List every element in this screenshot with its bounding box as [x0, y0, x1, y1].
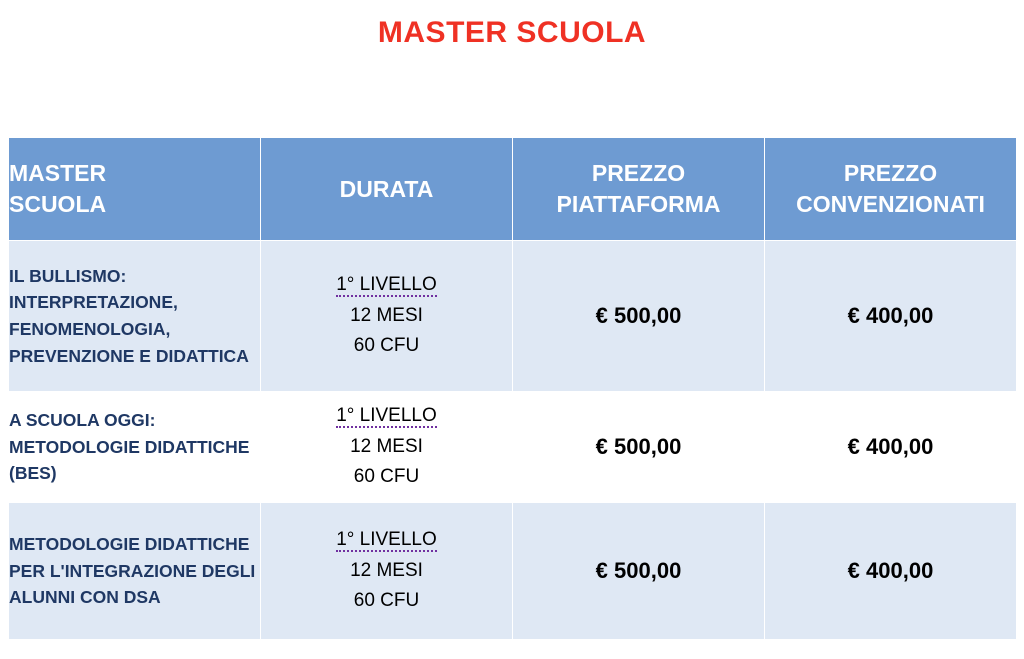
column-header-master-scuola-line2: SCUOLA: [9, 191, 107, 217]
course-title: METODOLOGIE DIDATTICHE PER L'INTEGRAZIONE DEGLI ALUNNI CON DSA: [9, 503, 261, 640]
course-duration: [261, 392, 513, 503]
price-convenzionati: € 400,00: [765, 392, 1017, 503]
table-header: [9, 138, 1017, 241]
table-row: [9, 503, 1017, 640]
course-duration-cfu: 60 CFU: [353, 466, 420, 488]
price-convenzionati: € 400,00: [765, 241, 1017, 392]
column-header-durata: [261, 138, 513, 241]
master-table-container: [8, 137, 1016, 640]
page-title: MASTER SCUOLA: [377, 16, 647, 49]
column-header-prezzo-convenzionati: [765, 138, 1017, 241]
price-platform: € 500,00: [513, 392, 765, 503]
price-convenzionati: € 400,00: [765, 503, 1017, 640]
course-duration: [261, 503, 513, 640]
column-header-master-scuola-line1: MASTER: [9, 160, 107, 187]
column-header-prezzo-convenzionati-line2: CONVENZIONATI: [796, 191, 985, 217]
table-body: [9, 241, 1017, 640]
course-duration-level: 1° LIVELLO: [336, 273, 437, 295]
course-duration-cfu: 60 CFU: [353, 335, 420, 357]
course-duration-level: 1° LIVELLO: [336, 528, 437, 550]
table-row: [9, 392, 1017, 503]
course-duration: [261, 241, 513, 392]
table-header-row: [9, 138, 1017, 241]
course-duration-months: 12 MESI: [350, 435, 423, 457]
course-duration-cfu: 60 CFU: [353, 590, 420, 612]
course-title: A SCUOLA OGGI: METODOLOGIE DIDATTICHE (BES): [9, 392, 261, 503]
column-header-prezzo-piattaforma-line1: PREZZO: [591, 160, 686, 187]
column-header-master-scuola: [9, 138, 261, 241]
column-header-prezzo-piattaforma-line2: PIATTAFORMA: [556, 191, 721, 217]
price-platform: € 500,00: [513, 241, 765, 392]
course-duration-months: 12 MESI: [350, 559, 423, 581]
column-header-prezzo-piattaforma: [513, 138, 765, 241]
course-duration-months: 12 MESI: [350, 304, 423, 326]
table-row: [9, 241, 1017, 392]
column-header-prezzo-convenzionati-line1: PREZZO: [843, 160, 938, 187]
master-courses-table: [8, 137, 1017, 640]
course-title: IL BULLISMO: INTERPRETAZIONE, FENOMENOLOGIA, PREVENZIONE E DIDATTICA: [9, 241, 261, 392]
column-header-durata-line1: DURATA: [339, 175, 434, 202]
price-platform: € 500,00: [513, 503, 765, 640]
course-duration-level: 1° LIVELLO: [336, 404, 437, 426]
